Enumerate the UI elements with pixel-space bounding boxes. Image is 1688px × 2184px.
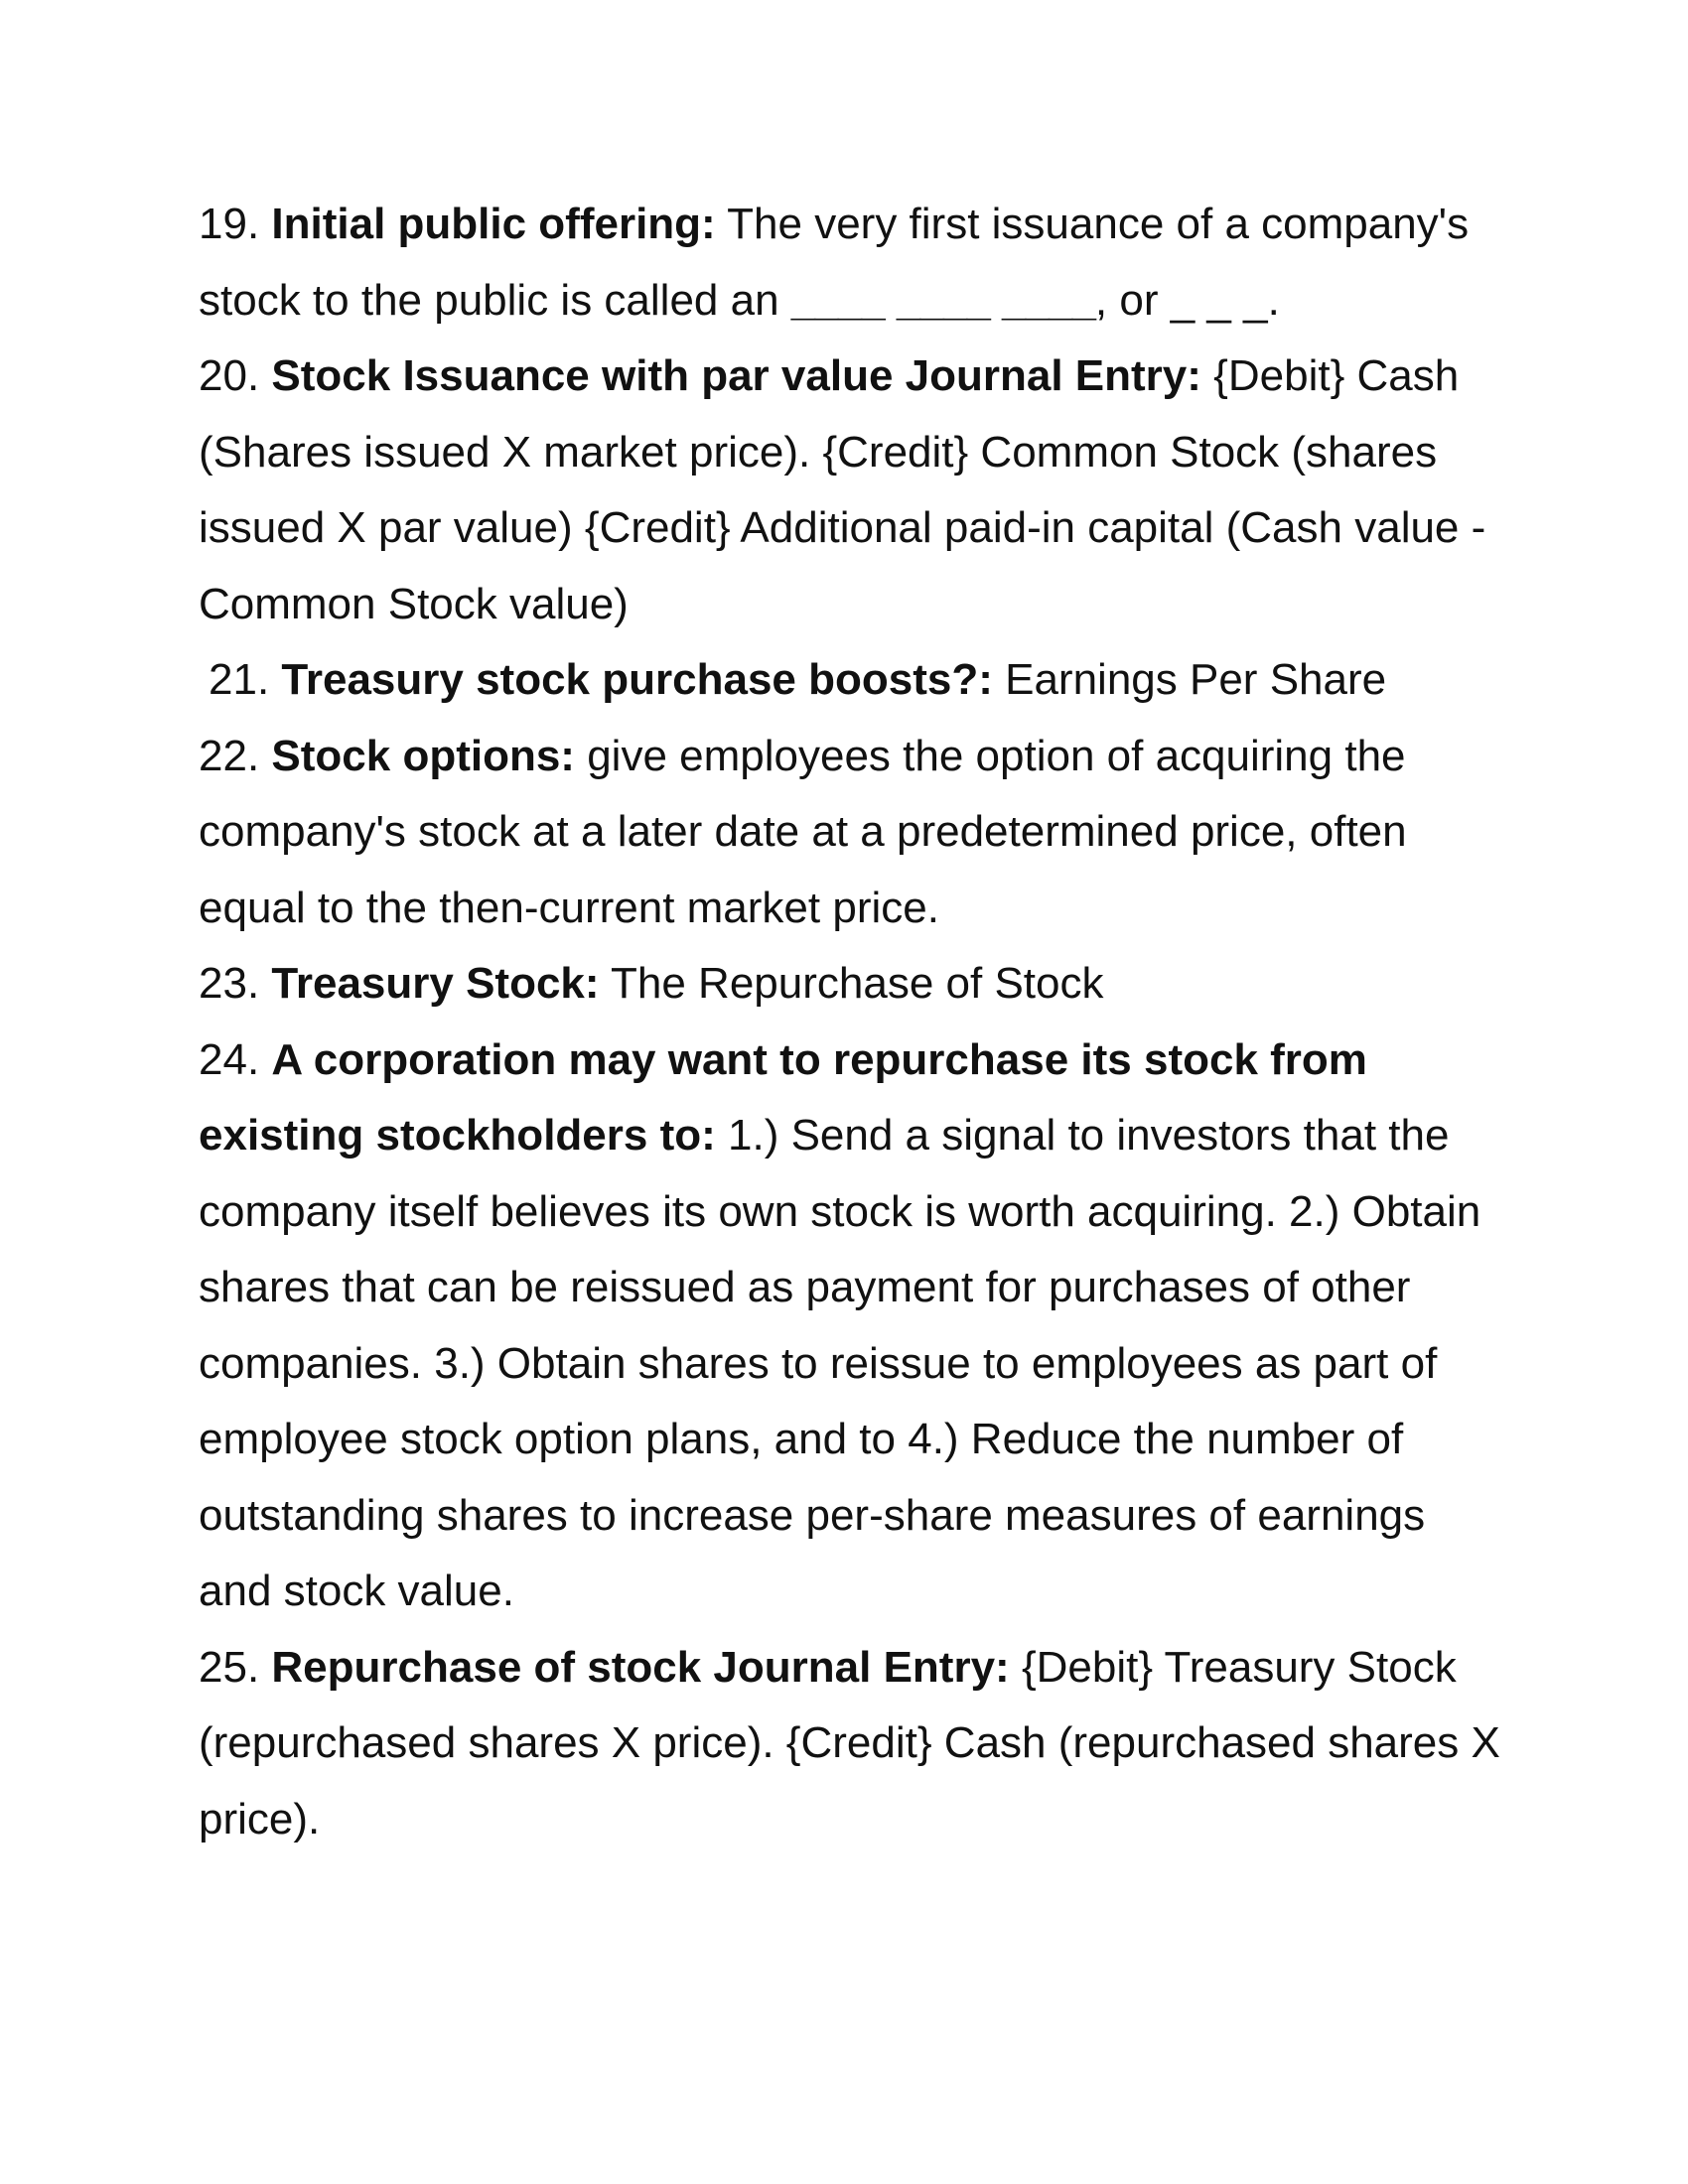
item-19 xyxy=(199,187,1509,339)
item-number: 20. xyxy=(199,351,260,400)
item-term: Treasury Stock: xyxy=(271,959,600,1008)
item-text: give employees the option of acquiring the company's stock at a later date at a predetermined price, often equal to the then-current market price. xyxy=(199,731,1407,932)
item-22 xyxy=(199,719,1509,947)
item-24 xyxy=(199,1023,1509,1630)
answer-blank: ____ xyxy=(1002,275,1095,325)
answer-blank: ____ xyxy=(896,275,990,325)
item-number: 22. xyxy=(199,731,260,780)
item-number: 24. xyxy=(199,1034,260,1084)
item-term: Initial public offering: xyxy=(271,200,716,248)
item-number: 25. xyxy=(199,1642,260,1692)
item-text: Earnings Per Share xyxy=(1005,655,1387,704)
item-text: 1.) Send a signal to investors that the company itself believes its own stock is worth acquiring. 2.) Obtain shares that can be reissued as payment for purchases of other companies. 3.) Obtain shares to reissue to employees as part of employee stock option plans, and to 4.) Reduce the number of outstanding shares to increase per-share measures of earnings and stock value. xyxy=(199,1111,1481,1615)
item-23 xyxy=(199,946,1509,1023)
item-20 xyxy=(199,339,1509,642)
item-term: Stock Issuance with par value Journal Entry: xyxy=(271,351,1201,400)
item-term: Stock options: xyxy=(271,731,575,780)
item-number: 19. xyxy=(199,200,260,248)
item-text: The Repurchase of Stock xyxy=(611,959,1104,1008)
item-number: 21. xyxy=(209,655,270,704)
item-term: A corporation may want to repurchase its stock from existing stockholders to: xyxy=(199,1034,1367,1160)
item-text-after-blanks: , or _ _ _. xyxy=(1094,275,1280,325)
item-term: Treasury stock purchase boosts?: xyxy=(281,655,993,704)
item-text: The very first issuance of a company's stock to the public is called an xyxy=(199,200,1470,325)
item-number: 23. xyxy=(199,959,260,1008)
item-25 xyxy=(199,1630,1509,1858)
document-page xyxy=(199,187,1509,1857)
item-term: Repurchase of stock Journal Entry: xyxy=(271,1642,1010,1692)
item-21 xyxy=(199,642,1509,719)
answer-blank: ____ xyxy=(790,275,885,325)
item-text: {Debit} Treasury Stock (repurchased shares X price). {Credit} Cash (repurchased shares X price). xyxy=(199,1642,1500,1843)
item-text: {Debit} Cash (Shares issued X market price). {Credit} Common Stock (shares issued X par value) {Credit} Additional paid-in capital (Cash value - Common Stock value) xyxy=(199,351,1486,628)
